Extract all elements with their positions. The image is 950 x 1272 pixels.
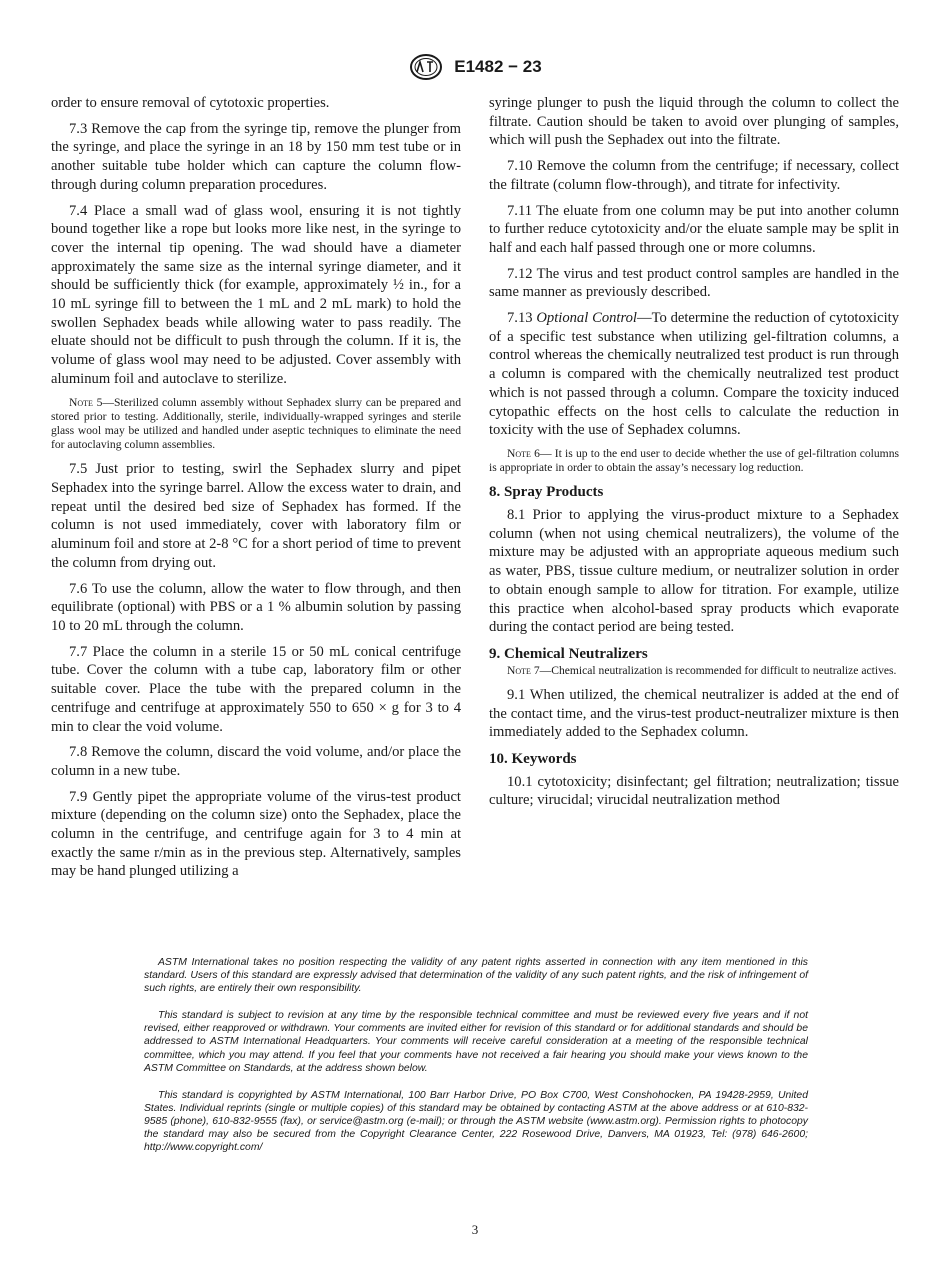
note-7 — [489, 664, 899, 678]
note-6-label: Note 6 — [507, 446, 540, 460]
paragraph-7-8: 7.8 Remove the column, discard the void volume, and/or place the column in a new tube. — [51, 744, 461, 779]
section-9-heading: 9. Chemical Neutralizers — [489, 645, 648, 662]
paragraph-7-7: 7.7 Place the column in a sterile 15 or 50 mL conical centrifuge tube. Cover the column with a tube cap, laboratory film or other suitable cover. Place the tube with the prepared column in the centrifuge and centrifuge at approximately 550 to 650 × g for 3 to 4 min to clear the void volume. — [51, 643, 461, 735]
paragraph-7-5: 7.5 Just prior to testing, swirl the Sephadex slurry and pipet Sephadex into the syringe barrel. Allow the excess water to drain, and repeat until the desired bed size of Sephadex has formed. If the column is not used immediately, cover with laboratory film or aluminum foil and store at 2-8 °C for a short period of time to prevent the column from drying out. — [51, 461, 461, 571]
paragraph-9-1: 9.1 When utilized, the chemical neutralizer is added at the end of the contact time, and the virus-test product-neutralizer mixture is then immediately added to the Sephadex column. — [489, 686, 899, 741]
astm-logo-icon — [408, 53, 444, 81]
paragraph-7-9: 7.9 Gently pipet the appropriate volume of the virus-test product mixture (depending on the column size) onto the Sephadex, place the column in the centrifuge, and centrifuge again for 3 to 4 min at exactly the same r/min as in the previous step. Alternatively, samples may be hand plunged utilizing a — [51, 788, 461, 880]
note-6-text: — It is up to the end user to decide whether the use of gel-filtration columns is appropriate in order to obtain the assay’s necessary log reduction. — [489, 446, 900, 475]
page-number: 3 — [471, 1222, 479, 1237]
right-column — [489, 94, 899, 817]
paragraph-7-6: 7.6 To use the column, allow the water to flow through, and then equilibrate (optional) with PBS or a 1 % albumin solution by passing 10 to 20 mL through the column. — [51, 580, 461, 634]
paragraph-10-1: 10.1 cytotoxicity; disinfectant; gel filtration; neutralization; tissue culture; virucidal; virucidal neutralization method — [489, 773, 899, 809]
paragraph-7-11: 7.11 The eluate from one column may be put into another column to further reduce cytotoxicity and/or the eluate sample may be split in half and each half passed through one or more columns. — [489, 202, 899, 256]
footer-copyright-notice: This standard is copyrighted by ASTM International, 100 Barr Harbor Drive, PO Box C700, West Conshohocken, PA 19428-2959, United States. Individual reprints (single or multiple copies) of this standard may be obtained by contacting ASTM at the above address or at 610-832-9585 (phone), 610-832-9555 (fax), or service@astm.org (e-mail); or through the ASTM website (www.astm.org). Permission rights to photocopy the standard may also be secured from the Copyright Clearance Center, 222 Rosewood Drive, Danvers, MA 01923, Tel: (978) 646-2600; http://www.copyright.com/ — [144, 1089, 808, 1154]
note-5 — [51, 396, 461, 453]
paragraph-7-13 — [489, 309, 899, 440]
paragraph-continuation-right: syringe plunger to push the liquid through the column to collect the filtrate. Caution should be taken to avoid over plunging of samples, which will push the Sephadex out into the filtrate. — [489, 95, 899, 149]
paragraph-continuation: order to ensure removal of cytotoxic properties. — [51, 95, 330, 111]
paragraph-7-12: 7.12 The virus and test product control samples are handled in the same manner as previously described. — [489, 265, 899, 301]
note-7-label: Note 7 — [507, 663, 540, 677]
note-5-text: —Sterilized column assembly without Sephadex slurry can be prepared and stored prior to testing. Additionally, sterile, individually-wrapped syringes and sterile glass wool may be utilized and handled under aseptic techniques to eliminate the need for autoclaving column assemblies. — [51, 395, 461, 452]
paragraph-7-13-number: 7.13 — [507, 310, 533, 327]
note-5-label: Note 5 — [69, 395, 103, 409]
paragraph-7-10: 7.10 Remove the column from the centrifuge; if necessary, collect the filtrate (column flow-through), and titrate for infectivity. — [489, 158, 899, 193]
paragraph-8-1: 8.1 Prior to applying the virus-product mixture to a Sephadex column (when not using chemical neutralizers), the volume of the mixture may be adjusted with an appropriate aqueous medium such as water, PBS, tissue culture medium, or neutralizer solution in order to obtain enough sample to allow for titration. For example, utilize this practice when alcohol-based spray products which evaporate during the contact period are being tested. — [489, 507, 899, 636]
left-column — [51, 94, 461, 888]
section-8-heading: 8. Spray Products — [489, 484, 604, 501]
paragraph-7-4: 7.4 Place a small wad of glass wool, ensuring it is not tightly bound together like a rope but looks more like nest, in the syringe to cover the internal tip opening. The wad should have a diameter approximately the same size as the internal syringe diameter, and it should be sufficiently thick (for example, approximately ½ in., for a 10 mL syringe fill to between the 1 mL and 2 mL mark) to hold the swollen Sephadex beads while allowing water to pass readily. The eluate should not be difficult to push through the column. If it is, the volume of glass wool may need to be adjusted. Cover assembly with aluminum foil and autoclave to sterilize. — [51, 202, 461, 387]
note-7-text: —Chemical neutralization is recommended for difficult to neutralize actives. — [539, 663, 897, 677]
note-6 — [489, 447, 899, 475]
footer-patent-notice: ASTM International takes no position respecting the validity of any patent rights asserted in connection with any item mentioned in this standard. Users of this standard are expressly advised that determination of the validity of any such patent rights, and the risk of infringement of such rights, are entirely their own responsibility. — [144, 957, 808, 995]
page-header — [0, 53, 950, 81]
standard-designation: E1482 − 23 — [454, 57, 542, 76]
section-10-heading: 10. Keywords — [489, 751, 577, 767]
paragraph-7-3: 7.3 Remove the cap from the syringe tip, remove the plunger from the syringe, and place the syringe in an 18 by 150 mm test tube or in another suitable tube holder which can capture the column flow-through during column preparation procedures. — [51, 120, 461, 193]
paragraph-7-13-text: —To determine the reduction of cytotoxicity of a specific test substance when utilizing gel-filtration columns, a control whereas the chemically neutralized test product is run through a column is compared with the chemically neutralized test product which is not passed through a column. Compare the toxicity induced cytopathic effects on the host cells to calculate the reduction in toxicity with the use of Sephadex columns. — [489, 310, 900, 439]
legal-footer — [144, 956, 808, 1168]
paragraph-7-13-title: Optional Control — [536, 310, 637, 327]
footer-revision-notice: This standard is subject to revision at any time by the responsible technical committee and must be reviewed every five years and if not revised, either reapproved or withdrawn. Your comments are invited either for revision of this standard or for additional standards and should be addressed to ASTM International Headquarters. Your comments will receive careful consideration at a meeting of the responsible technical committee, which you may attend. If you feel that your comments have not received a fair hearing you should make your views known to the ASTM Committee on Standards, at the address shown below. — [144, 1010, 808, 1074]
